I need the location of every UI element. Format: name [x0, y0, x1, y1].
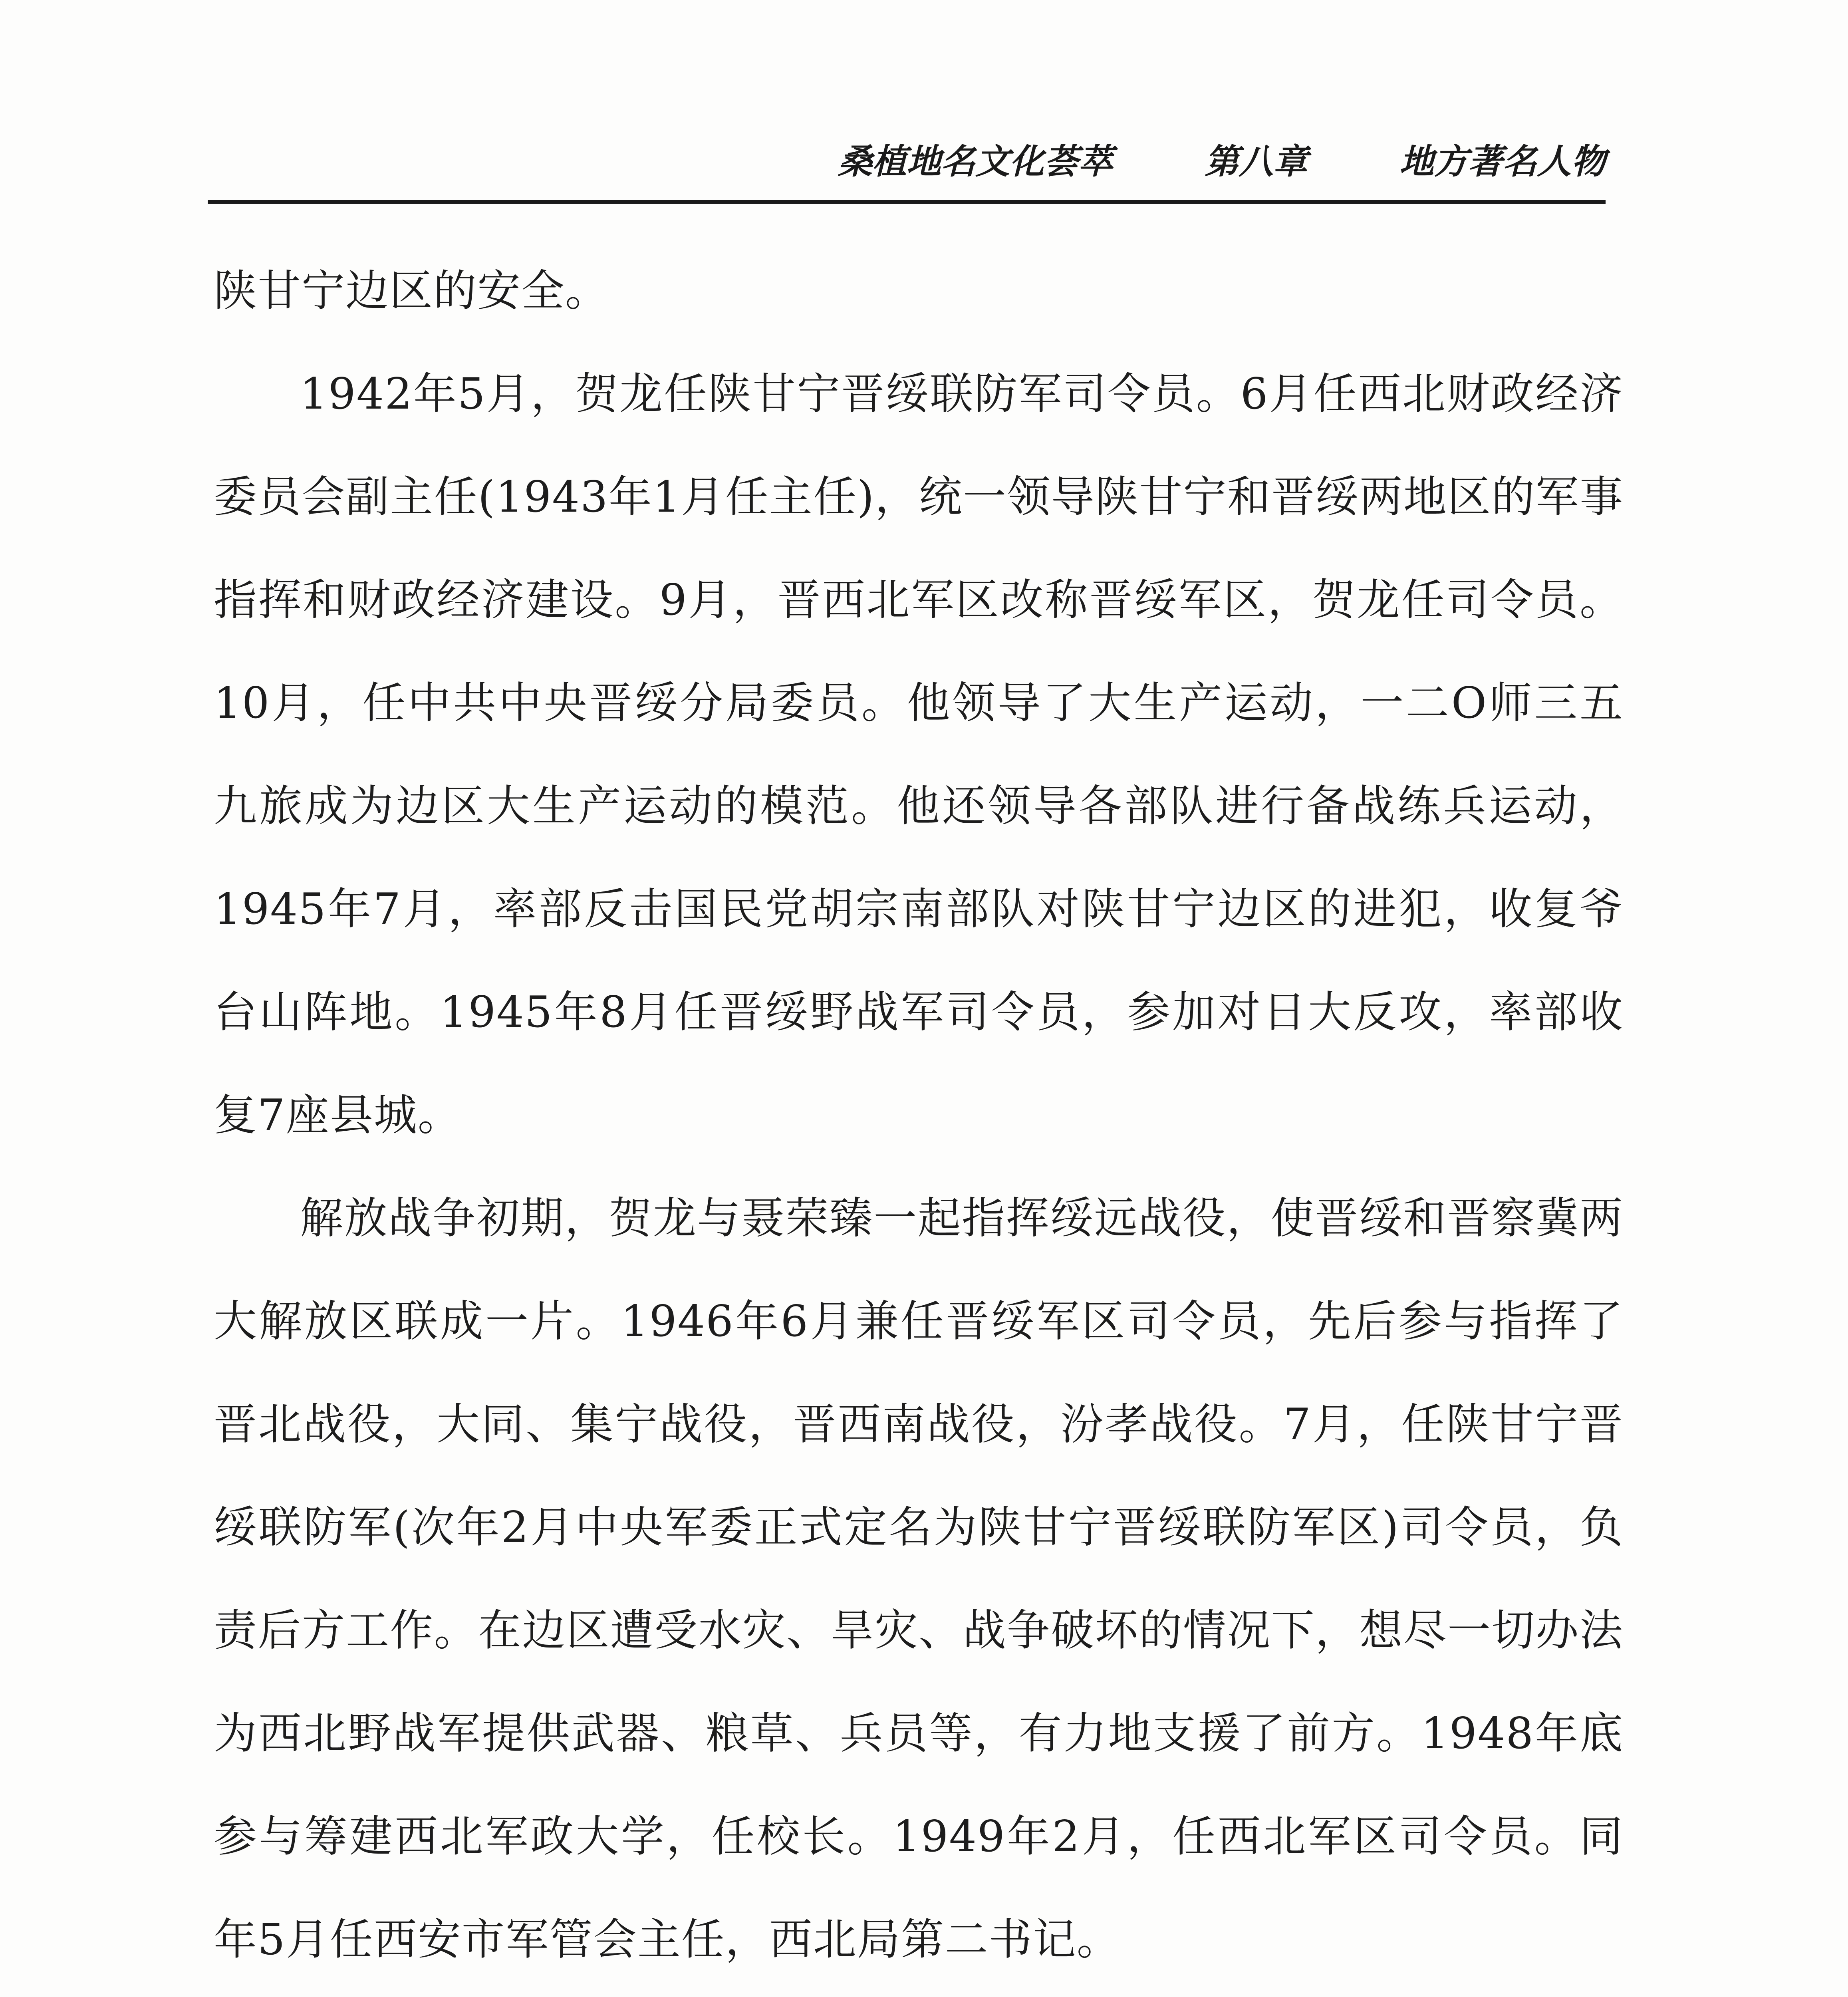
- header-section: 地方著名人物: [1399, 142, 1606, 182]
- body-text: [214, 240, 1624, 1997]
- header-rule: [208, 200, 1606, 204]
- paragraph-new-china: [214, 1991, 1624, 1997]
- header-chapter: 第八章: [1205, 142, 1308, 182]
- paragraph-continuation: 陕甘宁边区的安全。: [214, 266, 609, 316]
- running-header: [208, 132, 1606, 192]
- paragraph-liberation-war: 解放战争初期，贺龙与聂荣臻一起指挥绥远战役，使晋绥和晋察冀两大解放区联成一片。1946年6月兼任晋绥军区司令员，先后参与指挥了晋北战役，大同、集宁战役，晋西南战役，汾孝战役。7月，任陕甘宁晋绥联防军(次年2月中央军委正式定名为陕甘宁晋绥联防军区)司令员，负责后方工作。在边区遭受水灾、旱灾、战争破坏的情况下，想尽一切办法为西北野战军提供武器、粮草、兵员等，有力地支援了前方。1948年底参与筹建西北军政大学，任校长。1949年2月，任西北军区司令员。同年5月任西安市军管会主任，西北局第二书记。: [214, 1193, 1624, 1965]
- paragraph-1942: 1942年5月，贺龙任陕甘宁晋绥联防军司令员。6月任西北财政经济委员会副主任(1943年1月任主任)，统一领导陕甘宁和晋绥两地区的军事指挥和财政经济建设。9月，晋西北军区改称晋绥军区，贺龙任司令员。10月，任中共中央晋绥分局委员。他领导了大生产运动，一二O师三五九旅成为边区大生产运动的模范。他还领导各部队进行备战练兵运动，1945年7月，率部反击国民党胡宗南部队对陕甘宁边区的进犯，收复爷台山阵地。1945年8月任晋绥野战军司令员，参加对日大反攻，率部收复7座县城。: [214, 369, 1624, 1140]
- header-book-title: 桑植地名文化荟萃: [838, 142, 1113, 182]
